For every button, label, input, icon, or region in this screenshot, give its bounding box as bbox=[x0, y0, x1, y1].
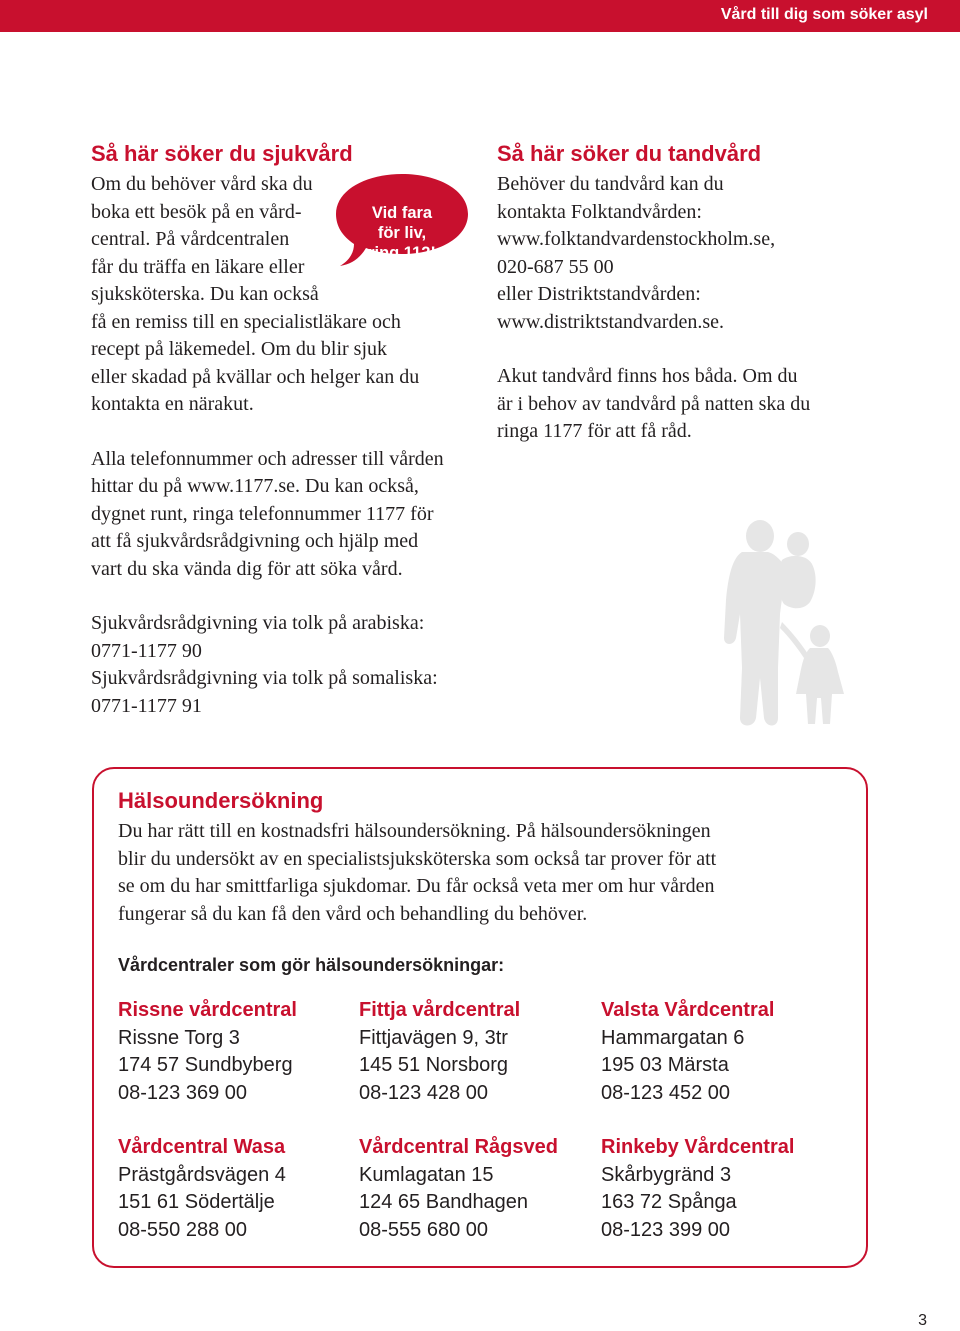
text-line: Du har rätt till en kostnadsfri hälsoundersökning. På hälsoundersökningen bbox=[118, 820, 711, 842]
text-line: dygnet runt, ringa telefonnummer 1177 för bbox=[91, 502, 434, 525]
emergency-callout bbox=[332, 172, 472, 272]
clinic-city: 145 51 Norsborg bbox=[359, 1054, 508, 1076]
text-line: blir du undersökt av en specialistsjuksköterska som också tar prover för att bbox=[118, 847, 717, 870]
text-line: kontakta en närakut. bbox=[91, 393, 254, 415]
halso-paragraph bbox=[118, 818, 838, 928]
text-line: att få sjukvårdsrådgivning och hjälp med bbox=[91, 530, 419, 552]
callout-line: för liv, bbox=[377, 224, 427, 242]
clinic-card bbox=[601, 1134, 841, 1244]
clinic-street: Rissne Torg 3 bbox=[118, 1026, 240, 1049]
clinics-subheading: Vårdcentraler som gör hälsoundersökningar: bbox=[118, 955, 505, 975]
clinic-name: Fittja vårdcentral bbox=[359, 999, 521, 1021]
tandvard-section bbox=[497, 141, 917, 446]
clinic-street: Hammargatan 6 bbox=[601, 1026, 745, 1049]
text-line: www.distriktstandvarden.se. bbox=[497, 310, 724, 333]
clinic-city: 124 65 Bandhagen bbox=[359, 1191, 529, 1213]
text-line: 020-687 55 00 bbox=[497, 255, 614, 278]
callout-text bbox=[332, 203, 472, 263]
text-line: är i behov av tandvård på natten ska du bbox=[497, 392, 811, 415]
clinic-street: Fittjavägen 9, 3tr bbox=[359, 1026, 508, 1049]
text-line: central. På vårdcentralen bbox=[91, 228, 290, 250]
text-line: 0771-1177 91 bbox=[91, 694, 202, 717]
sjukvard-heading: Så här söker du sjukvård bbox=[91, 141, 353, 166]
header-title: Vård till dig som söker asyl bbox=[720, 6, 928, 23]
clinic-name: Valsta Vårdcentral bbox=[601, 999, 775, 1021]
text-line: eller skadad på kvällar och helger kan du bbox=[91, 365, 420, 388]
clinic-phone: 08-555 680 00 bbox=[359, 1218, 489, 1241]
tandvard-paragraph-1 bbox=[497, 171, 917, 336]
halso-heading: Hälsoundersökning bbox=[118, 788, 324, 813]
clinic-phone: 08-123 452 00 bbox=[601, 1081, 731, 1104]
text-line: fungerar så du kan få den vård och behandling du behöver. bbox=[118, 902, 588, 925]
text-line: ringa 1177 för att få råd. bbox=[497, 420, 692, 442]
text-line: boka ett besök på en vård- bbox=[91, 200, 302, 223]
clinic-city: 151 61 Södertälje bbox=[118, 1191, 275, 1213]
family-silhouette-illustration bbox=[720, 518, 865, 733]
clinic-name: Rinkeby Vårdcentral bbox=[601, 1136, 795, 1158]
clinic-city: 174 57 Sundbyberg bbox=[118, 1054, 293, 1076]
text-line: Akut tandvård finns hos båda. Om du bbox=[497, 365, 798, 387]
clinic-name: Rissne vårdcentral bbox=[118, 999, 297, 1021]
text-line: kontakta Folktandvården: bbox=[497, 200, 702, 223]
tandvard-heading: Så här söker du tandvård bbox=[497, 141, 762, 166]
callout-line: ring 112! bbox=[368, 244, 436, 262]
text-line: få en remiss till en specialistläkare och bbox=[91, 310, 401, 333]
page-header-bar bbox=[0, 0, 960, 32]
callout-line: Vid fara bbox=[371, 204, 433, 222]
clinic-card bbox=[118, 997, 358, 1107]
text-line: se om du har smittfarliga sjukdomar. Du får också veta mer om hur vården bbox=[118, 875, 715, 897]
text-line: www.folktandvardenstockholm.se, bbox=[497, 228, 776, 250]
clinic-phone: 08-550 288 00 bbox=[118, 1218, 248, 1241]
clinic-name: Vårdcentral Wasa bbox=[118, 1136, 286, 1158]
text-line: Sjukvårdsrådgivning via tolk på arabiska: bbox=[91, 612, 425, 634]
clinic-city: 163 72 Spånga bbox=[601, 1191, 737, 1213]
text-line: eller Distriktstandvården: bbox=[497, 283, 701, 305]
clinic-phone: 08-123 428 00 bbox=[359, 1081, 489, 1104]
clinic-phone: 08-123 369 00 bbox=[118, 1081, 248, 1104]
sjukvard-paragraph-2 bbox=[91, 446, 481, 584]
text-line: får du träffa en läkare eller bbox=[91, 255, 305, 278]
text-line: vart du ska vända dig för att söka vård. bbox=[91, 557, 403, 580]
clinic-phone: 08-123 399 00 bbox=[601, 1218, 731, 1241]
clinic-name: Vårdcentral Rågsved bbox=[359, 1136, 558, 1158]
clinic-card bbox=[601, 997, 841, 1107]
sjukvard-interpreter-info bbox=[91, 610, 481, 720]
tandvard-paragraph-2 bbox=[497, 363, 917, 446]
halsoundersokning-content bbox=[118, 788, 838, 976]
text-line: Sjukvårdsrådgivning via tolk på somaliska: bbox=[91, 667, 438, 689]
clinic-card bbox=[118, 1134, 358, 1244]
clinic-street: Prästgårdsvägen 4 bbox=[118, 1163, 286, 1186]
text-line: Om du behöver vård ska du bbox=[91, 173, 313, 195]
text-line: Alla telefonnummer och adresser till vården bbox=[91, 447, 444, 470]
text-line: recept på läkemedel. Om du blir sjuk bbox=[91, 338, 388, 360]
page-number: 3 bbox=[918, 1312, 927, 1329]
clinic-city: 195 03 Märsta bbox=[601, 1054, 729, 1076]
text-line: hittar du på www.1177.se. Du kan också, bbox=[91, 475, 419, 497]
text-line: sjuksköterska. Du kan också bbox=[91, 283, 319, 305]
text-line: 0771-1177 90 bbox=[91, 639, 202, 662]
text-line: Behöver du tandvård kan du bbox=[497, 173, 724, 195]
clinic-street: Skårbygränd 3 bbox=[601, 1163, 732, 1186]
clinic-card bbox=[359, 1134, 599, 1244]
clinic-street: Kumlagatan 15 bbox=[359, 1163, 494, 1186]
clinic-card bbox=[359, 997, 599, 1107]
